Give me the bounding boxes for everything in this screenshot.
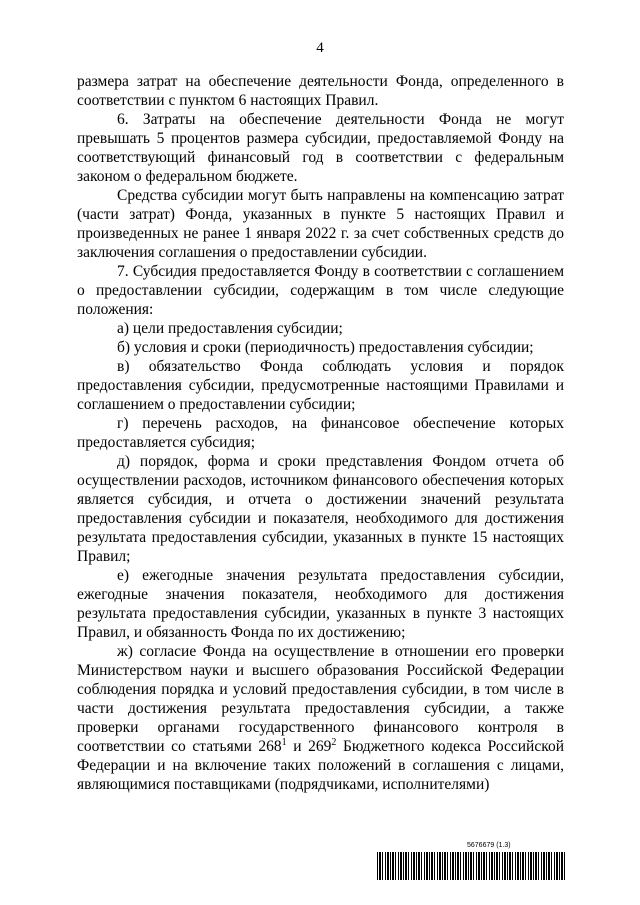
last-paragraph-part2: и 269 <box>286 738 332 755</box>
list-item: г) перечень расходов, на финансовое обеспечение которых предоставляется субсидия; <box>77 415 564 451</box>
last-paragraph-part1: ж) согласие Фонда на осуществление в отношении его проверки Министерством науки и высшего образования Российской Федерации соблюдения порядка и условий предоставления субсидии, в том числе в части достижения результата предоставления субсидии, а также проверки органами государственного финансового контроля в соответствии со статьями 268 <box>77 643 564 755</box>
list-item: б) условия и сроки (периодичность) предоставления субсидии; <box>117 339 534 356</box>
list-item: а) цели предоставления субсидии; <box>117 320 343 337</box>
paragraph: 6. Затраты на обеспечение деятельности Фонда не могут превышать 5 процентов размера субсидии, предоставляемой Фонду на соответствующий финансовый год в соответствии с федеральным законом о федеральном бюджете. <box>77 111 564 185</box>
superscript-2: 2 <box>331 736 337 748</box>
paragraph: размера затрат на обеспечение деятельности Фонда, определенного в соответствии с пунктом 6 настоящих Правил. <box>77 73 564 109</box>
page-number: 4 <box>316 40 324 56</box>
body-text <box>77 72 564 794</box>
paragraph: Средства субсидии могут быть направлены на компенсацию затрат (части затрат) Фонда, указанных в пункте 5 настоящих Правил и произведенных не ранее 1 января 2022 г. за счет собственных средств до заключения соглашения о предоставлении субсидии. <box>77 187 564 261</box>
barcode-image <box>377 852 567 880</box>
last-paragraph-part3: Бюджетного кодекса Российской Федерации и на включение таких положений в соглашения с лицами, являющимися поставщиками (подрядчиками, исполнителями) <box>77 738 565 793</box>
list-item-last <box>77 642 564 794</box>
barcode-label: 5676679 (1.3) <box>467 842 511 849</box>
list-item: в) обязательство Фонда соблюдать условия и порядок предоставления субсидии, предусмотренные настоящими Правилами и соглашением о предоставлении субсидии; <box>77 358 564 413</box>
paragraph: 7. Субсидия предоставляется Фонду в соответствии с соглашением о предоставлении субсидии, содержащим в том числе следующие положения: <box>77 263 564 318</box>
list-item: д) порядок, форма и сроки представления Фондом отчета об осуществлении расходов, источником финансового обеспечения которых является субсидия, и отчета о достижении значений результата предоставления субсидии и показателя, необходимого для достижения результата предоставления субсидии, указанных в пункте 15 настоящих Правил; <box>77 453 564 565</box>
list-item: е) ежегодные значения результата предоставления субсидии, ежегодные значения показателя, необходимого для достижения результата предоставления субсидии, указанных в пункте 3 настоящих Правил, и обязанность Фонда по их достижению; <box>77 567 564 641</box>
superscript-1: 1 <box>281 736 287 748</box>
barcode-block <box>377 842 567 882</box>
